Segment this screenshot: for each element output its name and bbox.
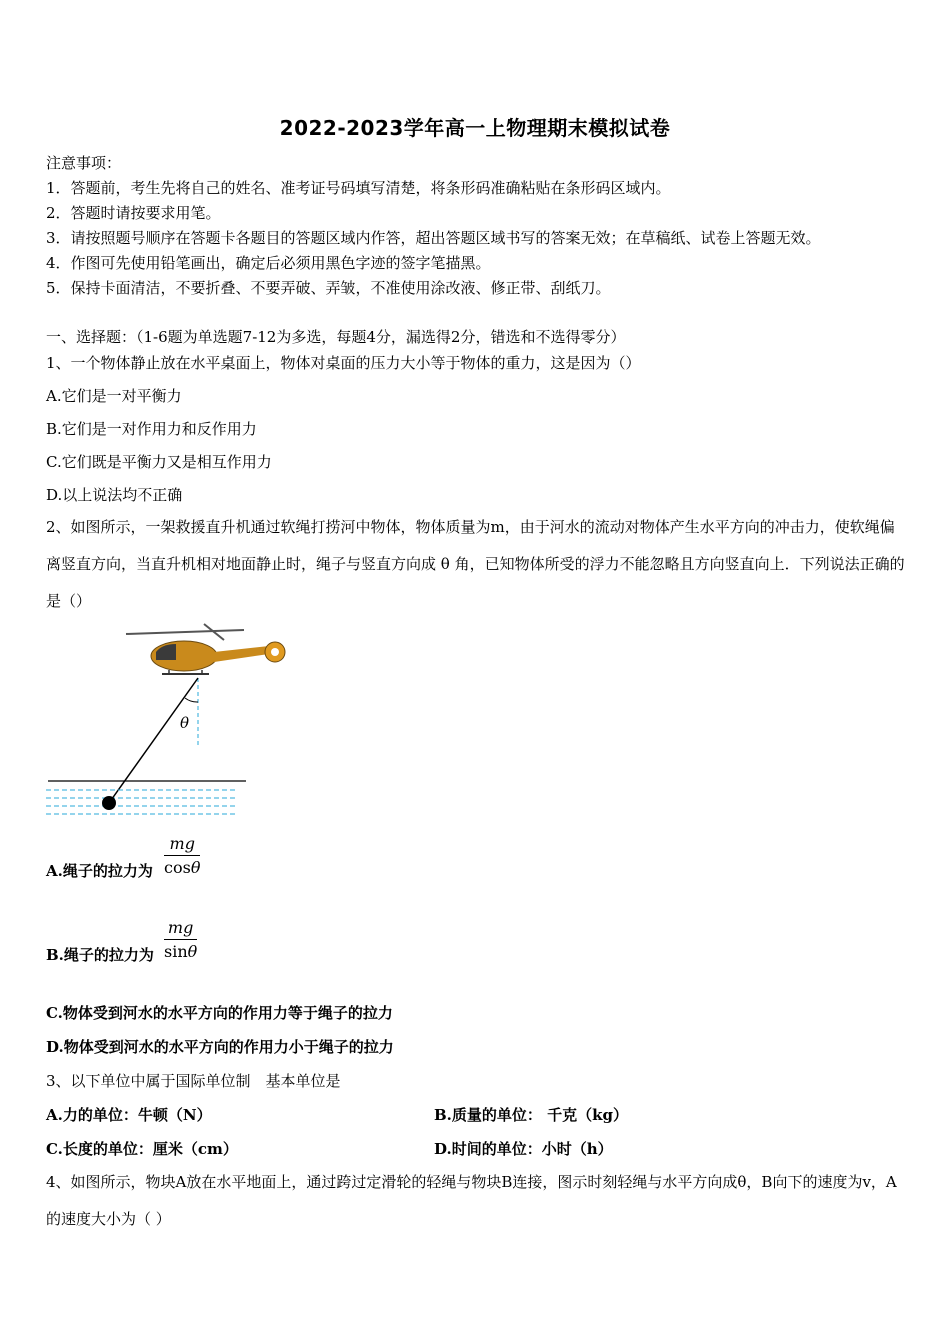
fraction-denominator-var: θ [187, 942, 198, 961]
fraction-numerator: mg [167, 918, 194, 937]
angle-label: θ [180, 714, 190, 732]
q3-option-b: B.质量的单位： 千克（kg） [434, 1106, 629, 1124]
q2-option-c: C.物体受到河水的水平方向的作用力等于绳子的拉力 [46, 1004, 393, 1022]
q1-option-b: B.它们是一对作用力和反作用力 [46, 420, 257, 438]
notice-item: 5．保持卡面清洁，不要折叠、不要弄破、弄皱，不准使用涂改液、修正带、刮纸刀。 [46, 279, 611, 297]
object-ball [102, 796, 116, 810]
q1-option-d: D.以上说法均不正确 [46, 486, 183, 504]
q3-option-a: A.力的单位：牛顿（N） [46, 1106, 212, 1124]
notice-heading: 注意事项： [46, 154, 122, 172]
q1-option-c: C.它们既是平衡力又是相互作用力 [46, 453, 272, 471]
q2-option-b-fraction [164, 918, 197, 961]
section-heading: 一、选择题：（1-6题为单选题7-12为多选，每题4分，漏选得2分，错选和不选得零分） [46, 328, 626, 346]
q4-stem: 4、如图所示，物块A放在水平地面上，通过跨过定滑轮的轻绳与物块B连接，图示时刻轻绳与水平方向成θ，B向下的速度为v，A的速度大小为（ ） [46, 1173, 897, 1228]
notice-item: 2．答题时请按要求用笔。 [46, 204, 221, 222]
q2-option-a-fraction [164, 834, 200, 877]
notice-item: 1．答题前，考生先将自己的姓名、准考证号码填写清楚，将条形码准确粘贴在条形码区域内。 [46, 179, 671, 197]
q3-option-d: D.时间的单位：小时（h） [434, 1140, 613, 1158]
notice-item: 3．请按照题号顺序在答题卡各题目的答题区域内作答，超出答题区域书写的答案无效；在草稿纸、试卷上答题无效。 [46, 229, 821, 247]
q1-stem: 1、一个物体静止放在水平桌面上，物体对桌面的压力大小等于物体的重力，这是因为（） [46, 354, 641, 372]
fraction-denominator-fn: cos [164, 858, 191, 877]
fraction-denominator-fn: sin [164, 942, 188, 961]
q2-stem: 2、如图所示，一架救援直升机通过软绳打捞河中物体，物体质量为m，由于河水的流动对物体产生水平方向的冲击力，使软绳偏离竖直方向，当直升机相对地面静止时，绳子与竖直方向成 θ 角，已知物体所受的浮力不能忽略且方向竖直向上．下列说法正确的是（） [46, 518, 905, 610]
q2-option-b-prefix: B.绳子的拉力为 [46, 946, 154, 964]
exam-title: 2022-2023学年高一上物理期末模拟试卷 [279, 116, 671, 140]
q3-option-c: C.长度的单位：厘米（cm） [46, 1140, 238, 1158]
q2-option-a-prefix: A.绳子的拉力为 [46, 862, 153, 880]
q2-option-d: D.物体受到河水的水平方向的作用力小于绳子的拉力 [46, 1038, 394, 1056]
fraction-numerator: mg [169, 834, 195, 853]
q1-option-a: A.它们是一对平衡力 [46, 387, 182, 405]
notice-item: 4．作图可先使用铅笔画出，确定后必须用黑色字迹的签字笔描黑。 [46, 254, 491, 272]
fraction-denominator-var: θ [190, 858, 201, 877]
helicopter-figure [44, 620, 294, 820]
q3-stem: 3、以下单位中属于国际单位制 基本单位是 [46, 1072, 341, 1090]
